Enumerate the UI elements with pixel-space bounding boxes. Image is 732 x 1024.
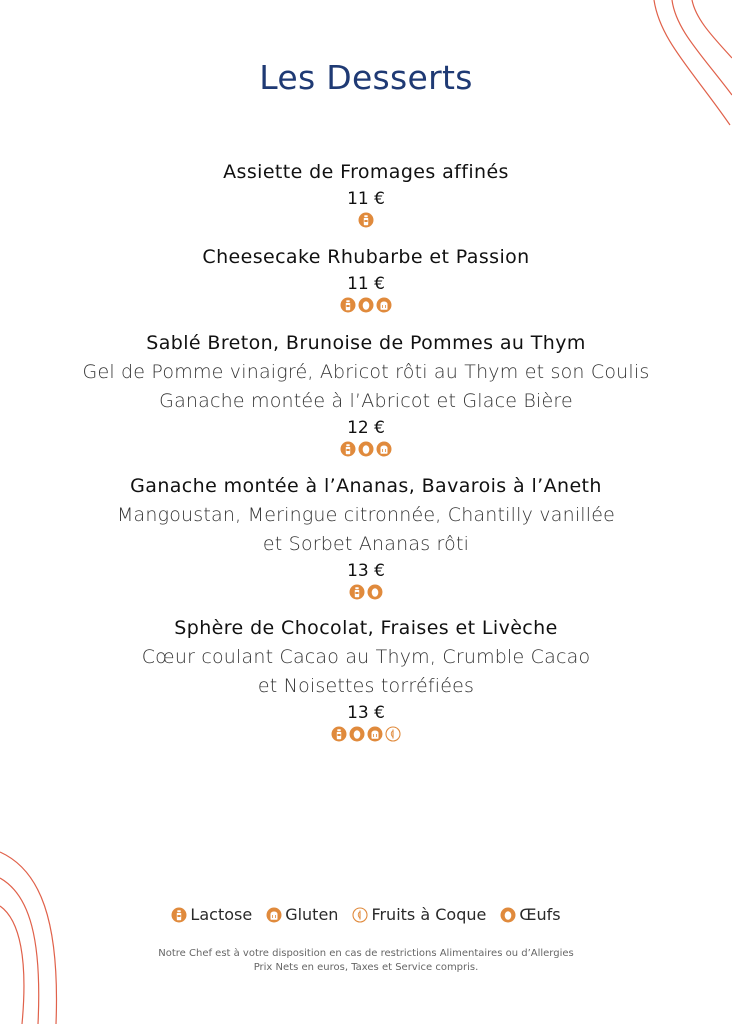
lactose-icon — [358, 212, 374, 228]
oeufs-icon — [367, 584, 383, 600]
item-price: 12 € — [347, 418, 385, 438]
item-price: 13 € — [347, 561, 385, 581]
menu-item — [0, 329, 732, 458]
gluten-icon — [367, 726, 383, 742]
lactose-icon — [340, 297, 356, 313]
legend-label: Fruits à Coque — [371, 905, 487, 924]
allergen-icons — [0, 583, 732, 601]
item-name: Sphère de Chocolat, Fraises et Livèche — [174, 617, 558, 639]
footer-price-note: Prix Nets en euros, Taxes et Service compris. — [253, 962, 479, 973]
oeufs-icon — [349, 726, 365, 742]
fruits-a-coque-icon — [352, 907, 368, 923]
page-title: Les Desserts — [259, 58, 473, 97]
oeufs-icon — [358, 297, 374, 313]
lactose-icon — [340, 441, 356, 457]
item-price: 11 € — [347, 274, 385, 294]
item-price: 11 € — [347, 189, 385, 209]
allergen-icons — [0, 440, 732, 458]
menu-item — [0, 614, 732, 743]
lactose-icon — [349, 584, 365, 600]
item-description-line: Ganache montée à l’Abricot et Glace Bière — [159, 390, 573, 412]
item-name: Sablé Breton, Brunoise de Pommes au Thym — [146, 332, 586, 354]
gluten-icon — [376, 441, 392, 457]
oeufs-icon — [358, 441, 374, 457]
oeufs-icon — [500, 907, 516, 923]
allergen-legend — [0, 905, 732, 924]
lactose-icon — [171, 907, 187, 923]
item-price: 13 € — [347, 703, 385, 723]
legend-label: Gluten — [285, 905, 339, 924]
fruits-a-coque-icon — [385, 726, 401, 742]
item-description-line: Cœur coulant Cacao au Thym, Crumble Cacao — [141, 646, 591, 668]
legend-item-oeufs — [500, 905, 560, 924]
legend-item-lactose — [171, 905, 252, 924]
gluten-icon — [266, 907, 282, 923]
menu-item — [0, 243, 732, 314]
menu-item — [0, 158, 732, 229]
allergen-icons — [0, 296, 732, 314]
item-description-line: Gel de Pomme vinaigré, Abricot rôti au Thym et son Coulis — [82, 361, 650, 383]
footer-notes — [0, 947, 732, 975]
item-description-line: et Noisettes torréfiées — [257, 675, 475, 697]
allergen-icons — [0, 725, 732, 743]
lactose-icon — [331, 726, 347, 742]
legend-item-fruits-a-coque — [352, 905, 486, 924]
legend-item-gluten — [266, 905, 338, 924]
item-name: Cheesecake Rhubarbe et Passion — [202, 246, 530, 268]
legend-label: Œufs — [519, 905, 561, 924]
item-description-line: et Sorbet Ananas rôti — [262, 533, 470, 555]
item-name: Assiette de Fromages affinés — [223, 161, 509, 183]
allergen-icons — [0, 211, 732, 229]
menu-item — [0, 472, 732, 601]
decorative-lines-bottom-left — [0, 850, 80, 1024]
gluten-icon — [376, 297, 392, 313]
legend-label: Lactose — [190, 905, 253, 924]
item-description-line: Mangoustan, Meringue citronnée, Chantilly vanillée — [116, 504, 616, 526]
footer-allergy-note: Notre Chef est à votre disposition en cas de restrictions Alimentaires ou d’Allergies — [158, 948, 574, 959]
item-name: Ganache montée à l’Ananas, Bavarois à l’Aneth — [130, 475, 602, 497]
